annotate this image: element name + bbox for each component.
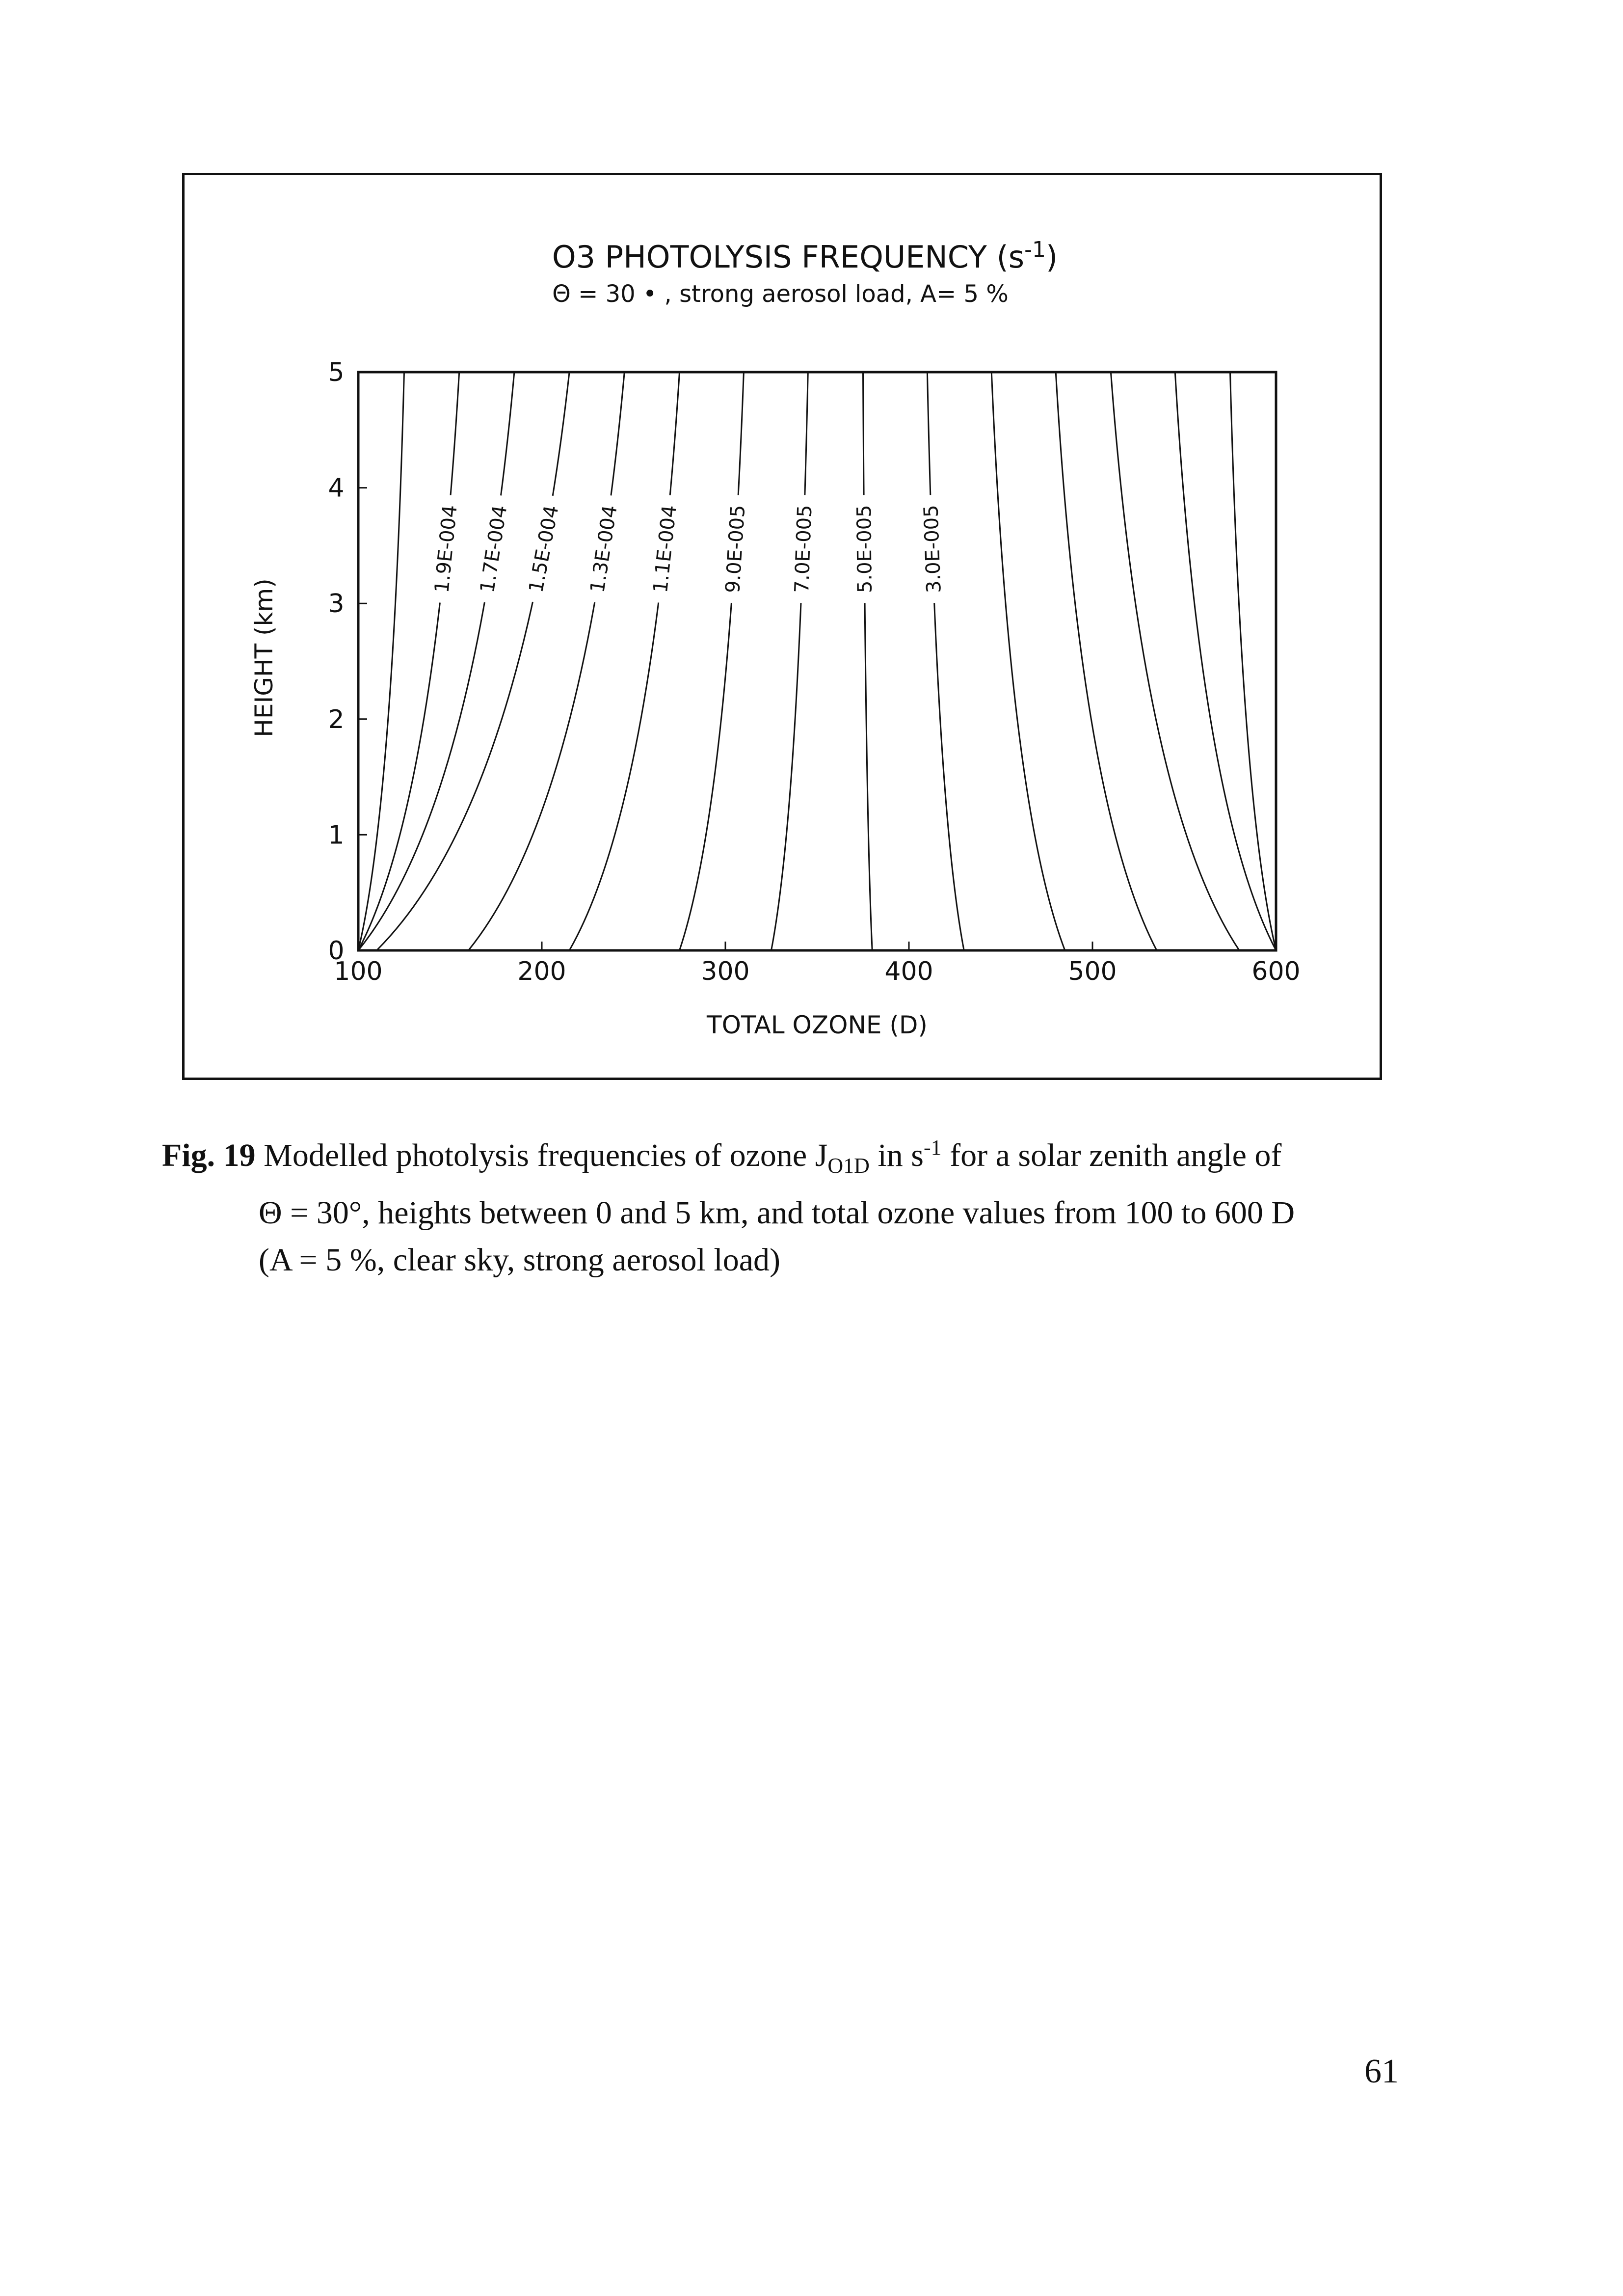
caption-text-a: Modelled photolysis frequencies of ozone J bbox=[255, 1137, 828, 1173]
contour-line bbox=[468, 372, 624, 950]
figure-caption bbox=[162, 1124, 1418, 1284]
x-tick-label: 200 bbox=[517, 957, 566, 986]
contour-line bbox=[569, 372, 679, 950]
contour-line bbox=[358, 372, 404, 950]
contour-label: 9.0E-005 bbox=[721, 504, 750, 594]
chart-subtitle: Θ = 30 • , strong aerosol load, A= 5 % bbox=[552, 280, 1009, 308]
contour-line bbox=[358, 372, 514, 950]
contour-label: 1.5E-004 bbox=[525, 503, 563, 594]
contour-label: 1.1E-004 bbox=[649, 504, 681, 594]
chart-title: O3 PHOTOLYSIS FREQUENCY $(s^{-1})$ bbox=[552, 237, 1058, 275]
caption-text-c: for a solar zenith angle of bbox=[941, 1137, 1282, 1173]
contour-label: 1.9E-004 bbox=[430, 504, 462, 594]
y-ticks bbox=[328, 358, 367, 966]
caption-text-b: in s bbox=[869, 1137, 924, 1173]
contour-line bbox=[927, 372, 964, 950]
y-tick-label: 3 bbox=[328, 589, 345, 619]
y-tick-label: 0 bbox=[328, 936, 345, 966]
page-number: 61 bbox=[1364, 2053, 1399, 2090]
contour-line bbox=[1230, 372, 1277, 950]
caption-superscript: -1 bbox=[923, 1135, 942, 1160]
x-tick-label: 500 bbox=[1068, 957, 1117, 986]
contour-line bbox=[863, 372, 873, 950]
x-tick-label: 300 bbox=[701, 957, 750, 986]
contour-lines bbox=[358, 372, 1276, 950]
contour-label: 1.7E-004 bbox=[476, 504, 512, 594]
contour-line bbox=[680, 372, 744, 950]
contour-labels bbox=[428, 494, 946, 604]
contour-label: 1.3E-004 bbox=[586, 504, 622, 594]
caption-line-2: Θ = 30°, heights between 0 and 5 km, and total ozone values from 100 to 600 D bbox=[259, 1195, 1295, 1231]
contour-line bbox=[1056, 372, 1157, 950]
y-tick-label: 1 bbox=[328, 820, 345, 850]
y-tick-label: 2 bbox=[328, 704, 345, 734]
caption-subscript: O1D bbox=[827, 1154, 870, 1178]
contour-line bbox=[772, 372, 808, 950]
x-tick-label: 100 bbox=[334, 957, 383, 986]
plot-area bbox=[358, 372, 1276, 950]
x-axis-label: TOTAL OZONE (D) bbox=[707, 1011, 928, 1039]
caption-line-3: (A = 5 %, clear sky, strong aerosol load) bbox=[259, 1242, 780, 1278]
x-tick-label: 600 bbox=[1251, 957, 1301, 986]
y-tick-label: 4 bbox=[328, 473, 345, 503]
x-tick-label: 400 bbox=[884, 957, 933, 986]
contour-label: 7.0E-005 bbox=[791, 504, 817, 594]
contour-line bbox=[1111, 372, 1239, 950]
contour-line bbox=[991, 372, 1065, 950]
contour-label: 5.0E-005 bbox=[853, 505, 877, 594]
contour-chart bbox=[0, 0, 1623, 1105]
y-axis-label: HEIGHT (km) bbox=[250, 578, 278, 737]
figure-label: Fig. 19 bbox=[162, 1137, 256, 1173]
y-tick-label: 5 bbox=[328, 358, 345, 387]
contour-label: 3.0E-005 bbox=[920, 504, 946, 594]
caption-line-1 bbox=[162, 1124, 1418, 1189]
